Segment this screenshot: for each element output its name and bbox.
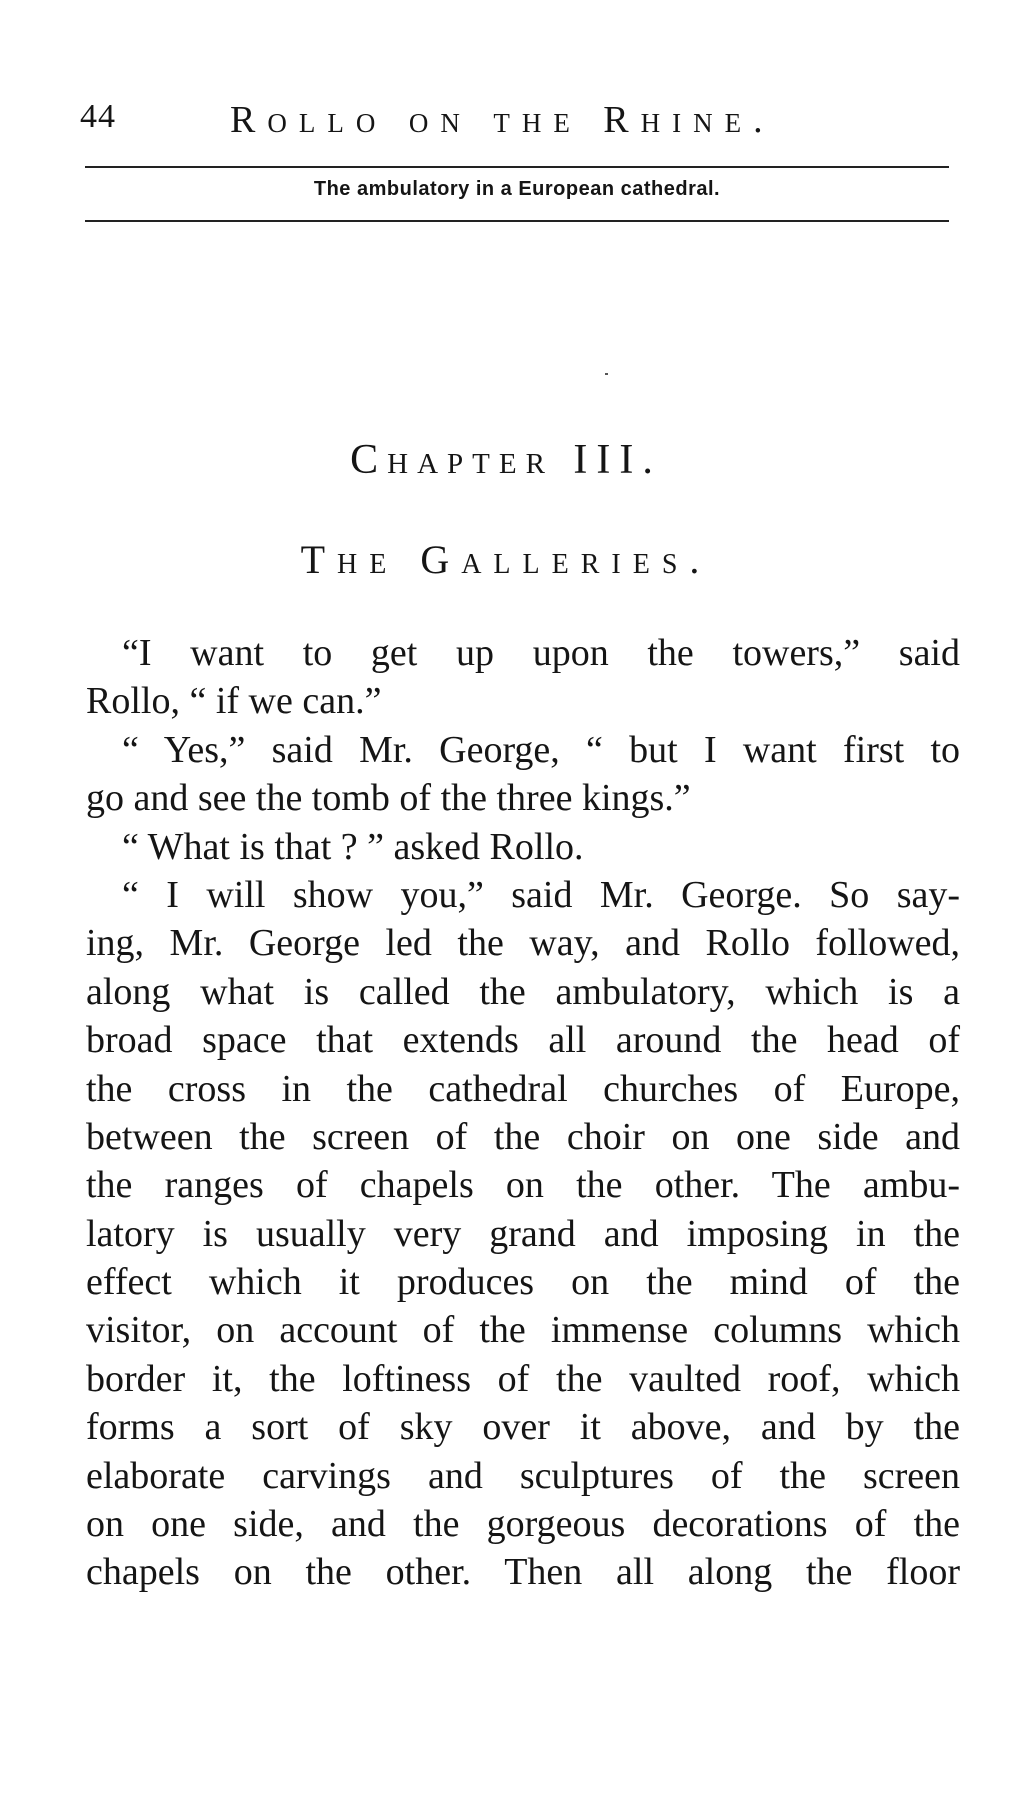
running-title: Rollo on the Rhine. [230,99,775,141]
text-line: the ranges of chapels on the other. The ambu- [86,1164,960,1207]
text-line: visitor, on account of the immense columns which [86,1309,960,1352]
text-line: ing, Mr. George led the way, and Rollo followed, [86,922,960,965]
running-head [80,98,950,141]
page-number: 44 [80,98,116,135]
text-line: the cross in the cathedral churches of Europe, [86,1067,960,1110]
text-line: on one side, and the gorgeous decorations of the [86,1503,960,1546]
illustration-caption: The ambulatory in a European cathedral. [313,178,721,200]
caption-rule-bottom [85,220,949,222]
text-line: “ What is that ? ” asked Rollo. [122,825,584,868]
text-line: forms a sort of sky over it above, and by the [86,1406,960,1449]
text-line: latory is usually very grand and imposing in the [86,1212,960,1255]
text-line: “ Yes,” said Mr. George, “ but I want first to [122,728,960,771]
text-line: Rollo, “ if we can.” [86,680,382,723]
text-line: elaborate carvings and sculptures of the screen [86,1454,960,1497]
caption-rule-top [85,166,949,168]
body-text [86,629,960,1597]
chapter-title: The Galleries. [300,537,712,582]
text-line: go and see the tomb of the three kings.” [86,777,691,820]
text-line: between the screen of the choir on one side and [86,1115,960,1158]
text-line: chapels on the other. Then all along the floor [86,1551,960,1594]
text-line: “I want to get up upon the towers,” said [122,632,960,674]
text-line: effect which it produces on the mind of the [86,1261,960,1304]
print-speck [605,373,608,375]
text-line: broad space that extends all around the head of [86,1019,960,1062]
text-line: along what is called the ambulatory, which is a [86,970,960,1013]
text-line: border it, the loftiness of the vaulted roof, which [86,1357,960,1400]
chapter-heading: Chapter III. [350,437,662,483]
text-line: “ I will show you,” said Mr. George. So say- [122,873,960,916]
